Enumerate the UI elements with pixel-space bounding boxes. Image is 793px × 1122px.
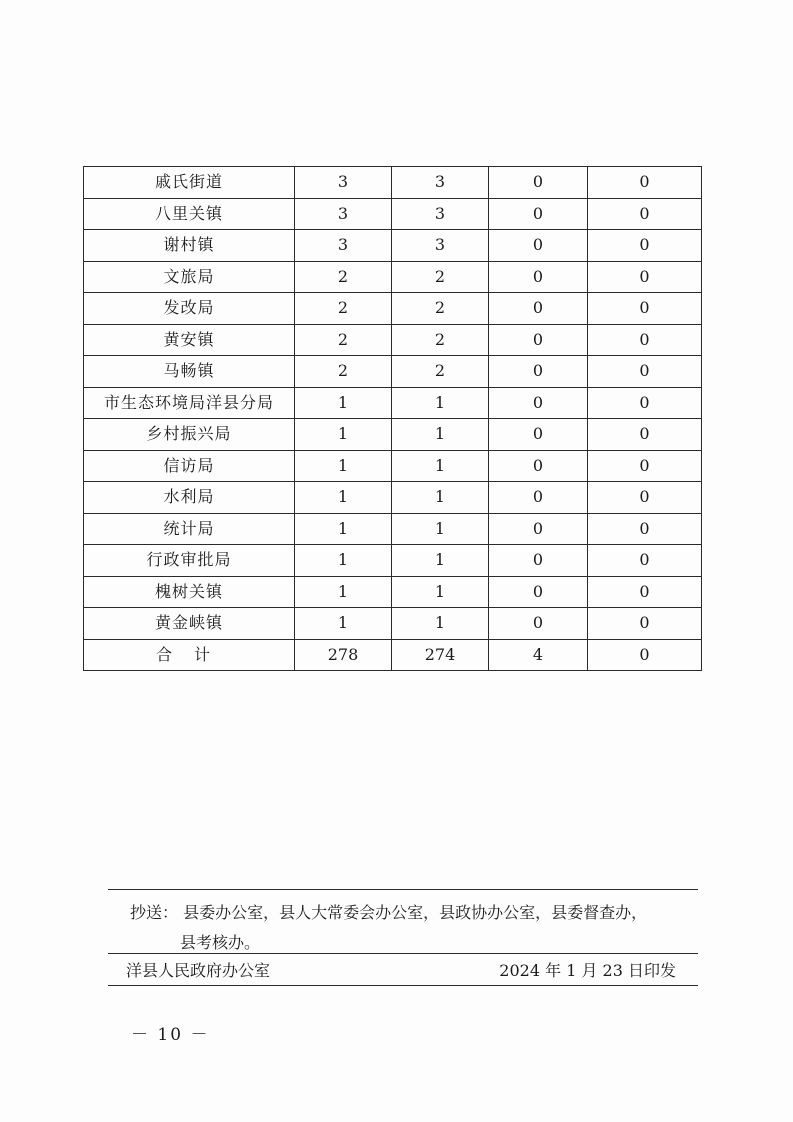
count-cell: 1 — [295, 608, 392, 640]
count-cell: 0 — [588, 293, 702, 325]
count-cell: 1 — [392, 608, 489, 640]
issue-date: 2024 年 1 月 23 日印发 — [499, 961, 676, 980]
count-cell: 1 — [295, 513, 392, 545]
table-row — [84, 450, 702, 482]
unit-name-cell: 八里关镇 — [84, 198, 295, 230]
total-label-cell: 合计 — [84, 639, 295, 671]
count-cell: 1 — [295, 450, 392, 482]
count-cell: 0 — [588, 419, 702, 451]
total-count-cell: 0 — [588, 639, 702, 671]
count-cell: 0 — [588, 482, 702, 514]
count-cell: 0 — [588, 198, 702, 230]
count-cell: 1 — [392, 513, 489, 545]
count-cell: 0 — [588, 261, 702, 293]
table-row — [84, 513, 702, 545]
count-cell: 2 — [295, 356, 392, 388]
count-cell: 0 — [489, 293, 588, 325]
count-cell: 1 — [392, 482, 489, 514]
count-cell: 0 — [588, 324, 702, 356]
table-total-row — [84, 639, 702, 671]
count-cell: 0 — [489, 576, 588, 608]
table-row — [84, 261, 702, 293]
table-row — [84, 356, 702, 388]
count-cell: 0 — [489, 356, 588, 388]
count-cell: 1 — [295, 387, 392, 419]
count-cell: 1 — [295, 419, 392, 451]
statistics-table — [83, 166, 702, 671]
count-cell: 2 — [295, 261, 392, 293]
count-cell: 0 — [489, 167, 588, 199]
count-cell: 3 — [392, 167, 489, 199]
unit-name-cell: 乡村振兴局 — [84, 419, 295, 451]
count-cell: 0 — [588, 230, 702, 262]
count-cell: 0 — [588, 167, 702, 199]
count-cell: 0 — [588, 608, 702, 640]
count-cell: 0 — [489, 545, 588, 577]
count-cell: 3 — [392, 230, 489, 262]
count-cell: 2 — [392, 293, 489, 325]
count-cell: 0 — [588, 387, 702, 419]
count-cell: 0 — [489, 230, 588, 262]
cc-line-1: 抄送： 县委办公室，县人大常委会办公室，县政协办公室，县委督查办， — [130, 903, 648, 922]
count-cell: 0 — [489, 608, 588, 640]
count-cell: 3 — [295, 167, 392, 199]
table-row — [84, 419, 702, 451]
footer-bottom-rule — [108, 985, 698, 986]
unit-name-cell: 黄安镇 — [84, 324, 295, 356]
table-row — [84, 576, 702, 608]
count-cell: 0 — [489, 419, 588, 451]
table-row — [84, 387, 702, 419]
unit-name-cell: 马畅镇 — [84, 356, 295, 388]
count-cell: 0 — [489, 324, 588, 356]
unit-name-cell: 信访局 — [84, 450, 295, 482]
count-cell: 0 — [489, 387, 588, 419]
table-row — [84, 167, 702, 199]
total-count-cell: 278 — [295, 639, 392, 671]
count-cell: 1 — [392, 545, 489, 577]
count-cell: 0 — [588, 356, 702, 388]
table-row — [84, 198, 702, 230]
unit-name-cell: 黄金峡镇 — [84, 608, 295, 640]
count-cell: 1 — [295, 482, 392, 514]
count-cell: 0 — [588, 576, 702, 608]
issuing-office: 洋县人民政府办公室 — [126, 961, 271, 980]
unit-name-cell: 统计局 — [84, 513, 295, 545]
footer-middle-rule — [108, 953, 698, 954]
count-cell: 1 — [392, 387, 489, 419]
count-cell: 0 — [588, 545, 702, 577]
total-count-cell: 4 — [489, 639, 588, 671]
count-cell: 2 — [295, 293, 392, 325]
unit-name-cell: 谢村镇 — [84, 230, 295, 262]
table-row — [84, 230, 702, 262]
unit-name-cell: 市生态环境局洋县分局 — [84, 387, 295, 419]
count-cell: 1 — [392, 450, 489, 482]
cc-line-2: 县考核办。 — [180, 933, 261, 952]
count-cell: 3 — [295, 198, 392, 230]
count-cell: 2 — [392, 261, 489, 293]
count-cell: 1 — [295, 545, 392, 577]
count-cell: 1 — [295, 576, 392, 608]
unit-name-cell: 戚氏街道 — [84, 167, 295, 199]
footer-top-rule — [108, 889, 698, 890]
table-row — [84, 482, 702, 514]
table-row — [84, 608, 702, 640]
unit-name-cell: 行政审批局 — [84, 545, 295, 577]
unit-name-cell: 水利局 — [84, 482, 295, 514]
unit-name-cell: 发改局 — [84, 293, 295, 325]
count-cell: 0 — [489, 482, 588, 514]
page-number: － 10 － — [131, 1025, 210, 1045]
count-cell: 0 — [489, 261, 588, 293]
count-cell: 3 — [392, 198, 489, 230]
table-row — [84, 324, 702, 356]
count-cell: 1 — [392, 419, 489, 451]
count-cell: 3 — [295, 230, 392, 262]
count-cell: 0 — [588, 450, 702, 482]
cc-recipients — [130, 898, 700, 958]
count-cell: 0 — [489, 198, 588, 230]
count-cell: 2 — [392, 324, 489, 356]
count-cell: 2 — [392, 356, 489, 388]
statistics-table-body — [84, 167, 702, 671]
unit-name-cell: 槐树关镇 — [84, 576, 295, 608]
count-cell: 1 — [392, 576, 489, 608]
count-cell: 2 — [295, 324, 392, 356]
unit-name-cell: 文旅局 — [84, 261, 295, 293]
total-count-cell: 274 — [392, 639, 489, 671]
count-cell: 0 — [489, 450, 588, 482]
count-cell: 0 — [588, 513, 702, 545]
table-row — [84, 293, 702, 325]
count-cell: 0 — [489, 513, 588, 545]
table-row — [84, 545, 702, 577]
